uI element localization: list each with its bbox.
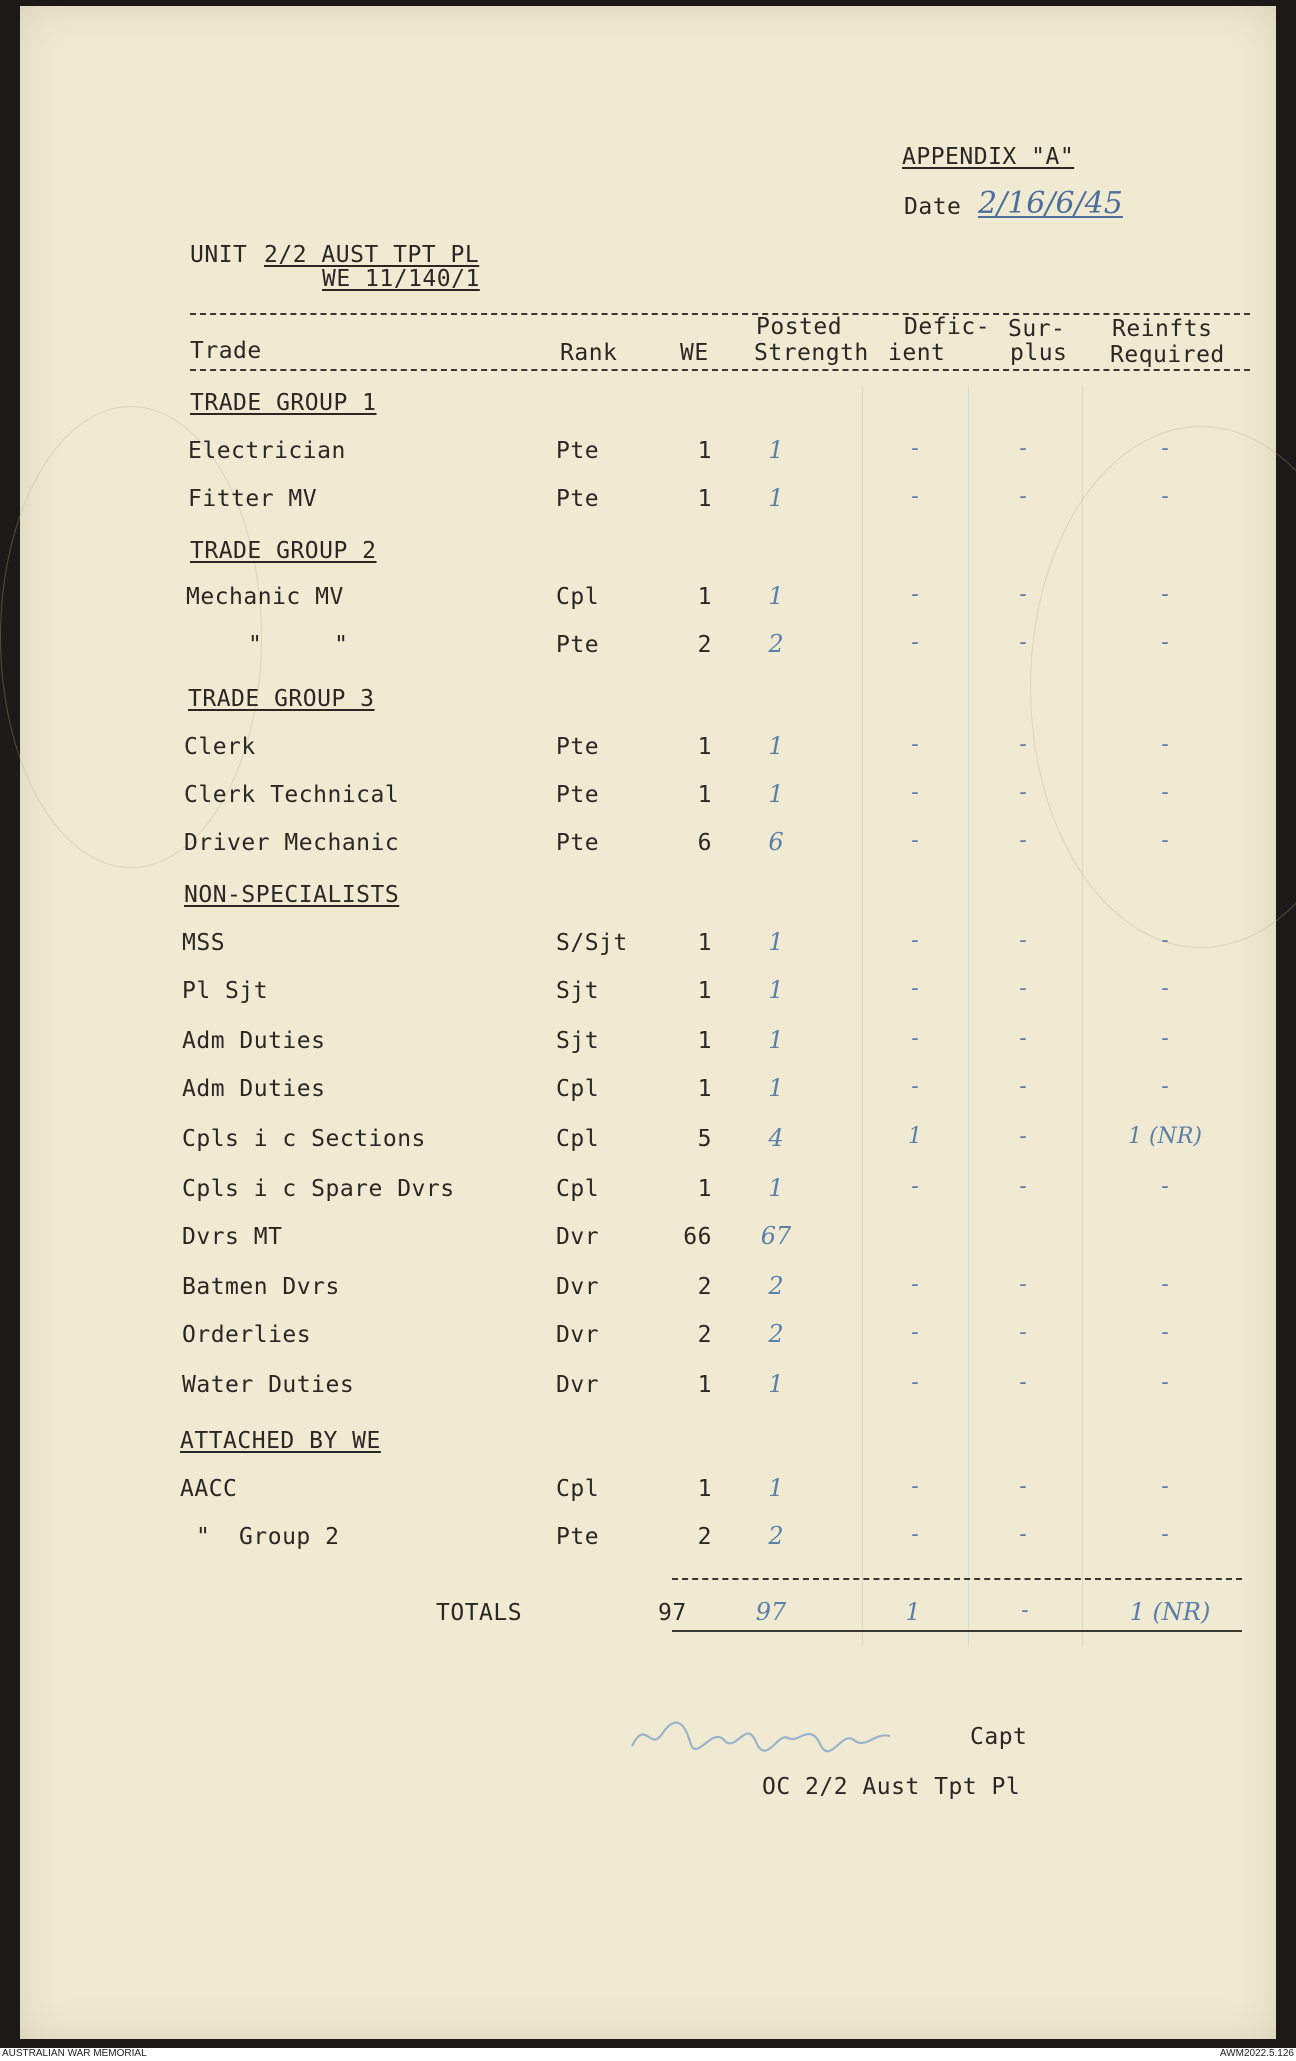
unit-label: UNIT — [190, 242, 248, 268]
row-we: 1 — [697, 1076, 712, 1102]
header-bottom-rule — [190, 369, 1250, 371]
row-trade: Driver Mechanic — [184, 830, 400, 856]
row-trade: Adm Duties — [182, 1076, 326, 1102]
row-we: 1 — [697, 1028, 712, 1054]
date-label: Date — [904, 194, 962, 220]
row-we: 1 — [697, 1176, 712, 1202]
row-surplus: - — [1019, 1474, 1027, 1499]
row-surplus: - — [1019, 1174, 1027, 1199]
row-we: 1 — [697, 438, 712, 464]
row-surplus: - — [1019, 630, 1027, 655]
row-posted-strength: 1 — [768, 1174, 784, 1202]
row-reinforcements: - — [1161, 780, 1169, 805]
row-reinforcements: - — [1161, 1370, 1169, 1395]
row-reinforcements: - — [1161, 1026, 1169, 1051]
column-guide — [1082, 386, 1083, 1646]
row-rank: Pte — [556, 782, 600, 808]
row-reinforcements: - — [1161, 1320, 1169, 1345]
row-surplus: - — [1019, 1522, 1027, 1547]
totals-deficient: 1 — [905, 1598, 921, 1626]
row-deficient: - — [911, 582, 919, 607]
row-trade: Cpls i c Spare Dvrs — [182, 1176, 455, 1202]
row-posted-strength: 2 — [768, 1522, 784, 1550]
row-reinforcements: - — [1161, 928, 1169, 953]
row-deficient: - — [911, 1272, 919, 1297]
group-heading: NON-SPECIALISTS — [184, 882, 400, 908]
row-trade: Adm Duties — [182, 1028, 326, 1054]
row-posted-strength: 1 — [768, 976, 784, 1004]
totals-posted: 97 — [755, 1598, 787, 1626]
row-trade: AACC — [180, 1476, 238, 1502]
row-posted-strength: 1 — [768, 582, 784, 610]
row-surplus: - — [1019, 976, 1027, 1001]
row-trade: Cpls i c Sections — [182, 1126, 426, 1152]
group-heading: TRADE GROUP 3 — [188, 686, 375, 712]
row-deficient: - — [911, 780, 919, 805]
row-we: 66 — [683, 1224, 712, 1250]
col-we: WE — [680, 340, 709, 366]
row-we: 2 — [697, 1274, 712, 1300]
row-rank: Dvr — [556, 1224, 600, 1250]
col-defic-1: Defic- — [904, 314, 991, 340]
row-deficient: - — [911, 1474, 919, 1499]
row-rank: Dvr — [556, 1274, 600, 1300]
row-surplus: - — [1019, 1026, 1027, 1051]
row-we: 6 — [697, 830, 712, 856]
row-deficient: - — [911, 630, 919, 655]
row-reinforcements: - — [1161, 1074, 1169, 1099]
signatory-rank: Capt — [970, 1724, 1028, 1750]
row-posted-strength: 2 — [768, 1272, 784, 1300]
row-rank: Pte — [556, 438, 600, 464]
group-heading: TRADE GROUP 2 — [190, 538, 377, 564]
row-posted-strength: 1 — [768, 928, 784, 956]
unit-name: 2/2 AUST TPT PL — [264, 242, 480, 268]
row-posted-strength: 1 — [768, 780, 784, 808]
row-posted-strength: 1 — [768, 1474, 784, 1502]
column-guide — [862, 386, 863, 1646]
col-rank: Rank — [560, 340, 618, 366]
row-posted-strength: 1 — [768, 436, 784, 464]
row-deficient: - — [911, 436, 919, 461]
row-reinforcements: 1 (NR) — [1128, 1124, 1202, 1149]
row-reinforcements: - — [1161, 828, 1169, 853]
row-deficient: - — [911, 1026, 919, 1051]
row-rank: Cpl — [556, 1076, 600, 1102]
row-reinforcements: - — [1161, 1174, 1169, 1199]
row-surplus: - — [1019, 1124, 1027, 1149]
row-trade: Electrician — [188, 438, 346, 464]
column-guide — [968, 386, 969, 1646]
row-deficient: - — [911, 1074, 919, 1099]
col-reinf-2: Required — [1110, 342, 1225, 368]
row-we: 1 — [697, 782, 712, 808]
row-rank: Cpl — [556, 1176, 600, 1202]
row-we: 1 — [697, 1476, 712, 1502]
row-trade: MSS — [182, 930, 226, 956]
row-rank: Pte — [556, 632, 600, 658]
row-reinforcements: - — [1161, 1474, 1169, 1499]
header-top-rule — [190, 313, 1250, 315]
row-posted-strength: 6 — [768, 828, 784, 856]
row-posted-strength: 1 — [768, 732, 784, 760]
row-deficient: - — [911, 1174, 919, 1199]
row-trade: Water Duties — [182, 1372, 355, 1398]
row-we: 1 — [697, 978, 712, 1004]
row-reinforcements: - — [1161, 1272, 1169, 1297]
totals-bottom-rule — [672, 1630, 1242, 1632]
row-surplus: - — [1019, 1272, 1027, 1297]
col-reinf-1: Reinfts — [1112, 316, 1213, 342]
row-we: 1 — [697, 930, 712, 956]
row-rank: Cpl — [556, 584, 600, 610]
archive-footer — [0, 2048, 1296, 2061]
row-reinforcements: - — [1161, 484, 1169, 509]
row-we: 1 — [697, 486, 712, 512]
row-trade: Dvrs MT — [182, 1224, 283, 1250]
row-surplus: - — [1019, 1074, 1027, 1099]
row-surplus: - — [1019, 436, 1027, 461]
group-heading: TRADE GROUP 1 — [190, 390, 377, 416]
totals-reinforcements: 1 (NR) — [1129, 1598, 1211, 1626]
row-trade: Clerk — [184, 734, 256, 760]
row-rank: S/Sjt — [556, 930, 628, 956]
totals-we: 97 — [658, 1600, 687, 1626]
row-surplus: - — [1019, 1320, 1027, 1345]
row-surplus: - — [1019, 780, 1027, 805]
row-trade: Batmen Dvrs — [182, 1274, 340, 1300]
row-surplus: - — [1019, 828, 1027, 853]
row-we: 2 — [697, 632, 712, 658]
handwritten-signature — [628, 1712, 898, 1756]
row-trade: Fitter MV — [188, 486, 318, 512]
footer-left: AUSTRALIAN WAR MEMORIAL — [2, 2048, 147, 2059]
row-trade: " " — [248, 632, 349, 658]
row-rank: Dvr — [556, 1322, 600, 1348]
row-posted-strength: 2 — [768, 630, 784, 658]
row-posted-strength: 2 — [768, 1320, 784, 1348]
row-we: 1 — [697, 734, 712, 760]
row-surplus: - — [1019, 1370, 1027, 1395]
row-rank: Dvr — [556, 1372, 600, 1398]
row-rank: Pte — [556, 830, 600, 856]
row-posted-strength: 4 — [768, 1124, 784, 1152]
row-trade: Orderlies — [182, 1322, 312, 1348]
col-trade: Trade — [190, 338, 262, 364]
row-surplus: - — [1019, 582, 1027, 607]
row-deficient: - — [911, 1522, 919, 1547]
row-deficient: - — [911, 928, 919, 953]
signatory-title: OC 2/2 Aust Tpt Pl — [762, 1774, 1021, 1800]
date-value: 2/16/6/45 — [978, 186, 1123, 221]
row-trade: Clerk Technical — [184, 782, 400, 808]
row-reinforcements: - — [1161, 976, 1169, 1001]
row-posted-strength: 67 — [760, 1222, 792, 1250]
row-trade: Pl Sjt — [182, 978, 269, 1004]
row-rank: Cpl — [556, 1126, 600, 1152]
col-surplus-2: plus — [1010, 340, 1068, 366]
row-rank: Cpl — [556, 1476, 600, 1502]
col-surplus-1: Sur- — [1008, 316, 1066, 342]
row-rank: Sjt — [556, 1028, 600, 1054]
row-deficient: - — [911, 1320, 919, 1345]
row-deficient: - — [911, 1370, 919, 1395]
totals-label: TOTALS — [436, 1600, 523, 1626]
appendix-label: APPENDIX "A" — [902, 144, 1075, 170]
row-reinforcements: - — [1161, 630, 1169, 655]
footer-right: AWM2022.5.126 — [1219, 2048, 1294, 2059]
row-we: 5 — [697, 1126, 712, 1152]
row-deficient: - — [911, 828, 919, 853]
row-deficient: - — [911, 732, 919, 757]
col-defic-2: ient — [888, 340, 946, 366]
row-rank: Pte — [556, 734, 600, 760]
row-surplus: - — [1019, 732, 1027, 757]
row-we: 2 — [697, 1322, 712, 1348]
row-deficient: - — [911, 976, 919, 1001]
row-deficient: - — [911, 484, 919, 509]
row-reinforcements: - — [1161, 732, 1169, 757]
row-deficient: 1 — [908, 1124, 922, 1149]
row-we: 1 — [697, 1372, 712, 1398]
totals-top-rule — [672, 1578, 1242, 1580]
group-heading: ATTACHED BY WE — [180, 1428, 381, 1454]
row-reinforcements: - — [1161, 436, 1169, 461]
we-reference: WE 11/140/1 — [322, 266, 480, 292]
col-posted-2: Strength — [754, 340, 869, 366]
row-rank: Pte — [556, 486, 600, 512]
row-trade: Mechanic MV — [186, 584, 344, 610]
row-rank: Pte — [556, 1524, 600, 1550]
totals-surplus: - — [1021, 1598, 1029, 1623]
row-we: 1 — [697, 584, 712, 610]
row-trade: " Group 2 — [196, 1524, 340, 1550]
row-posted-strength: 1 — [768, 484, 784, 512]
row-rank: Sjt — [556, 978, 600, 1004]
row-posted-strength: 1 — [768, 1074, 784, 1102]
row-posted-strength: 1 — [768, 1026, 784, 1054]
row-reinforcements: - — [1161, 1522, 1169, 1547]
row-posted-strength: 1 — [768, 1370, 784, 1398]
row-surplus: - — [1019, 928, 1027, 953]
row-we: 2 — [697, 1524, 712, 1550]
row-reinforcements: - — [1161, 582, 1169, 607]
col-posted-1: Posted — [756, 314, 843, 340]
row-surplus: - — [1019, 484, 1027, 509]
